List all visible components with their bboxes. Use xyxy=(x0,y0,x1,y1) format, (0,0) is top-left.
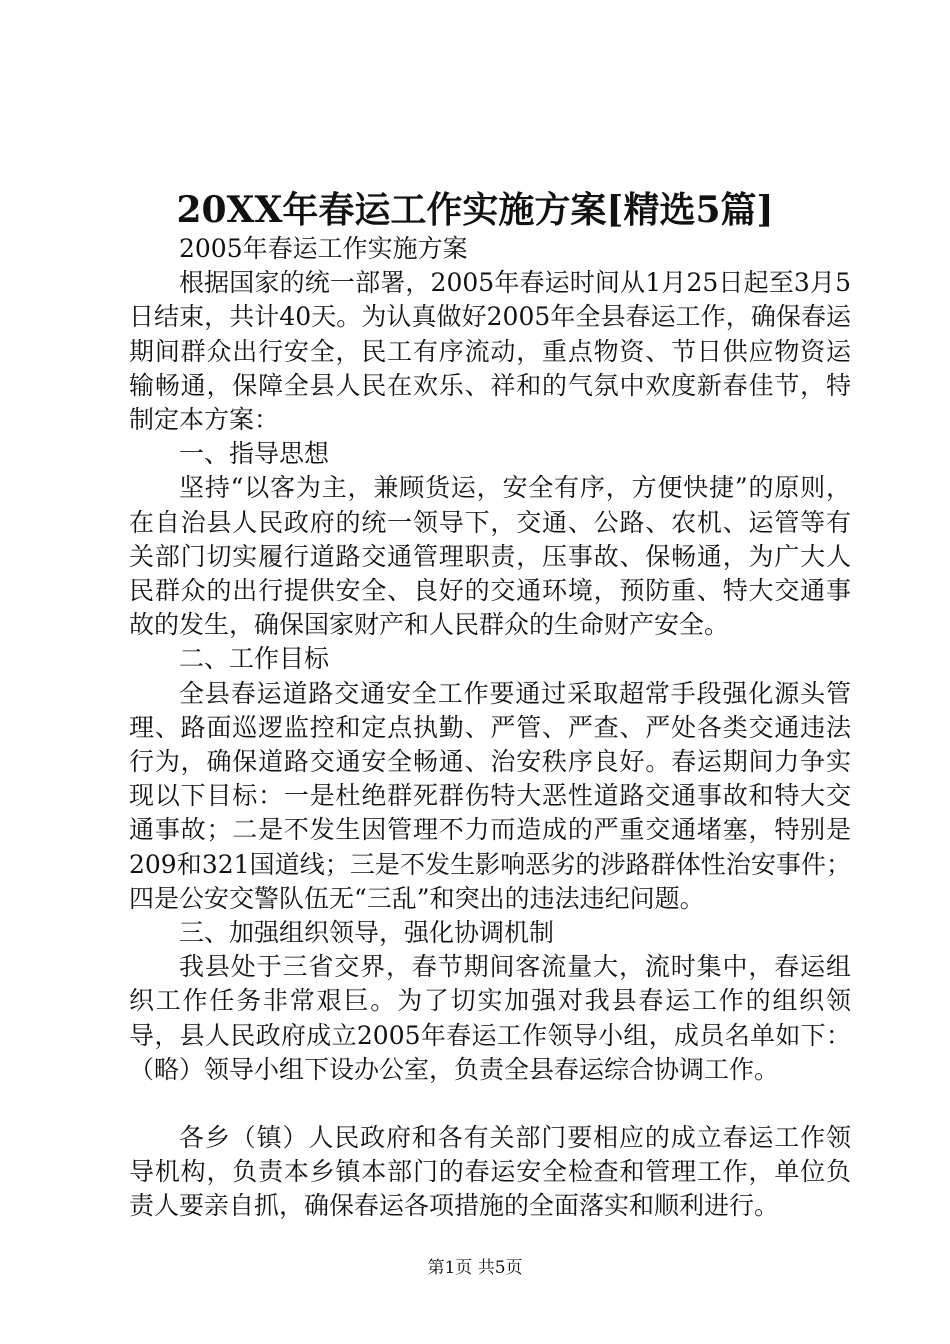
page-number-footer: 第1页 共5页 xyxy=(427,1258,523,1278)
section-heading-guiding-ideology: 一、指导思想 xyxy=(179,439,330,469)
section-heading-organization: 三、加强组织领导，强化协调机制 xyxy=(179,918,555,948)
intro-paragraph: 根据国家的统一部署，2005年春运时间从1月25日起至3月5日结束，共计40天。为认真做好2005年全县春运工作，确保春运期间群众出行安全，民工有序流动，重点物资、节日供应物资运输畅通，保障全县人民在欢乐、祥和的气氛中欢度新春佳节，特制定本方案： xyxy=(129,268,851,435)
section-heading-work-goals: 二、工作目标 xyxy=(179,644,330,674)
township-paragraph: 各乡（镇）人民政府和各有关部门要相应的成立春运工作领导机构，负责本乡镇本部门的春运安全检查和管理工作，单位负责人要亲自抓，确保春运各项措施的全面落实和顺利进行。 xyxy=(129,1123,851,1221)
organization-paragraph: 我县处于三省交界，春节期间客流量大，流时集中，春运组织工作任务非常艰巨。为了切实加强对我县春运工作的组织领导，县人民政府成立2005年春运工作领导小组，成员名单如下：（略）领导小组下设办公室，负责全县春运综合协调工作。 xyxy=(129,952,851,1084)
document-title: 20XX年春运工作实施方案[精选5篇] xyxy=(176,189,774,231)
plan-subtitle: 2005年春运工作实施方案 xyxy=(179,234,468,263)
work-goals-paragraph: 全县春运道路交通安全工作要通过采取超常手段强化源头管理、路面巡逻监控和定点执勤、严管、严查、严处各类交通违法行为，确保道路交通安全畅通、治安秩序良好。春运期间力争实现以下目标：一是杜绝群死群伤特大恶性道路交通事故和特大交通事故；二是不发生因管理不力而造成的严重交通堵塞，特别是209和321国道线；三是不发生影响恶劣的涉路群体性治安事件；四是公安交警队伍无“三乱”和突出的违法违纪问题。 xyxy=(129,678,851,913)
guiding-ideology-paragraph: 坚持“以客为主，兼顾货运，安全有序，方便快捷”的原则，在自治县人民政府的统一领导下，交通、公路、农机、运管等有关部门切实履行道路交通管理职责，压事故、保畅通，为广大人民群众的出行提供安全、良好的交通环境，预防重、特大交通事故的发生，确保国家财产和人民群众的生命财产安全。 xyxy=(129,473,851,640)
document-body xyxy=(129,232,851,1224)
